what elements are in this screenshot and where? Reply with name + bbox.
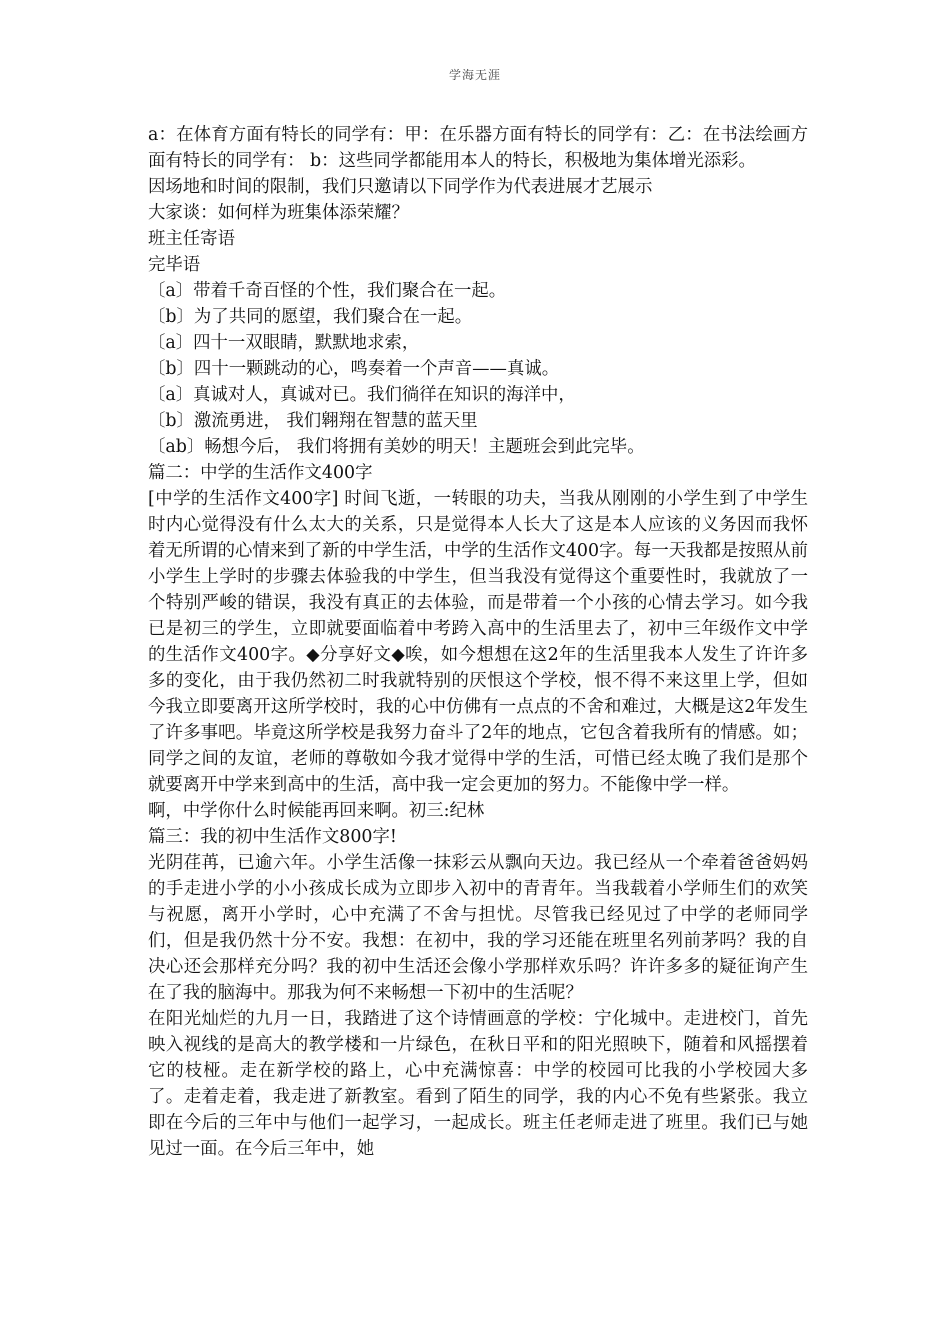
paragraph: 在阳光灿烂的九月一日，我踏进了这个诗情画意的学校：宁化城中。走进校门，首先映入视线的是高大的教学楼和一片绿色，在秋日平和的阳光照映下，随着和风摇摆着它的枝桠。走在新学校的路上，心中充满惊喜：中学的校园可比我的小学校园大多了。走着走着，我走进了新教室。看到了陌生的同学，我的内心不免有些紧张。我立即在今后的三年中与他们一起学习，一起成长。班主任老师走进了班里。我们已与她见过一面。在今后三年中，她 — [148, 1009, 808, 1159]
paragraph: 〔a〕真诚对人，真诚对已。我们徜徉在知识的海洋中， — [148, 385, 576, 405]
paragraph: 因场地和时间的限制，我们只邀请以下同学作为代表进展才艺展示 — [148, 177, 653, 197]
paragraph: 〔a〕带着千奇百怪的个性，我们聚合在一起。 — [148, 281, 507, 301]
section-heading: 篇三：我的初中生活作文800字! — [148, 827, 397, 847]
paragraph: 光阴荏苒，已逾六年。小学生活像一抹彩云从飘向天边。我已经从一个牵着爸爸妈妈的手走进小学的小小孩成长成为立即步入初中的青青年。当我载着小学师生们的欢笑与祝愿，离开小学时，心中充满了不舍与担忧。尽管我已经见过了中学的老师同学们，但是我仍然十分不安。我想：在初中，我的学习还能在班里名列前茅吗？我的自决心还会那样充分吗？我的初中生活还会像小学那样欢乐吗？许许多多的疑征询产生在了我的脑海中。那我为何不来畅想一下初中的生活呢？ — [148, 853, 808, 1003]
section-heading: 篇二：中学的生活作文400字 — [148, 463, 373, 483]
paragraph: 大家谈：如何样为班集体添荣耀？ — [148, 203, 409, 223]
paragraph: 啊，中学你什么时候能再回来啊。初三:纪林 — [148, 801, 485, 821]
paragraph: 〔ab〕畅想今后， 我们将拥有美妙的明天！主题班会到此完毕。 — [148, 437, 645, 457]
paragraph: [中学的生活作文400字] 时间飞逝，一转眼的功夫，当我从刚刚的小学生到了中学生时内心觉得没有什么太大的关系，只是觉得本人长大了这是本人应该的义务因而我怀着无所谓的心情来到了新的中学生活，中学的生活作文400字。每一天我都是按照从前小学生上学时的步骤去体验我的中学生，但当我没有觉得这个重要性时，我就放了一个特别严峻的错误，我没有真正的去体验，而是带着一个小孩的心情去学习。如今我已是初三的学生，立即就要面临着中考跨入高中的生活里去了，初中三年级作文中学的生活作文400字。◆分享好文◆唉，如今想想在这2年的生活里我本人发生了许许多多的变化，由于我仍然初二时我就特别的厌恨这个学校，恨不得不来这里上学，但如今我立即要离开这所学校时，我的心中仿佛有一点点的不舍和难过，大概是这2年发生了许多事吧。毕竟这所学校是我努力奋斗了2年的地点，它包含着我所有的情感。如；同学之间的友谊，老师的尊敬如今我才觉得中学的生活，可惜已经太晚了我们是那个就要离开中学来到高中的生活，高中我一定会更加的努力。不能像中学一样。 — [148, 489, 808, 795]
paragraph: 〔b〕激流勇进， 我们翱翔在智慧的蓝天里 — [148, 411, 478, 431]
paragraph: a：在体育方面有特长的同学有：甲：在乐器方面有特长的同学有：乙：在书法绘画方面有特长的同学有： b：这些同学都能用本人的特长，积极地为集体增光添彩。 — [148, 125, 808, 171]
paragraph: 〔b〕四十一颗跳动的心，鸣奏着一个声音——真诚。 — [148, 359, 560, 379]
paragraph: 〔a〕四十一双眼睛，默默地求索， — [148, 333, 420, 353]
paragraph: 〔b〕为了共同的愿望，我们聚合在一起。 — [148, 307, 473, 327]
paragraph: 班主任寄语 — [148, 229, 235, 249]
paragraph: 完毕语 — [148, 255, 201, 275]
document-body — [148, 122, 808, 1162]
page-header: 学海无涯 — [448, 68, 501, 82]
